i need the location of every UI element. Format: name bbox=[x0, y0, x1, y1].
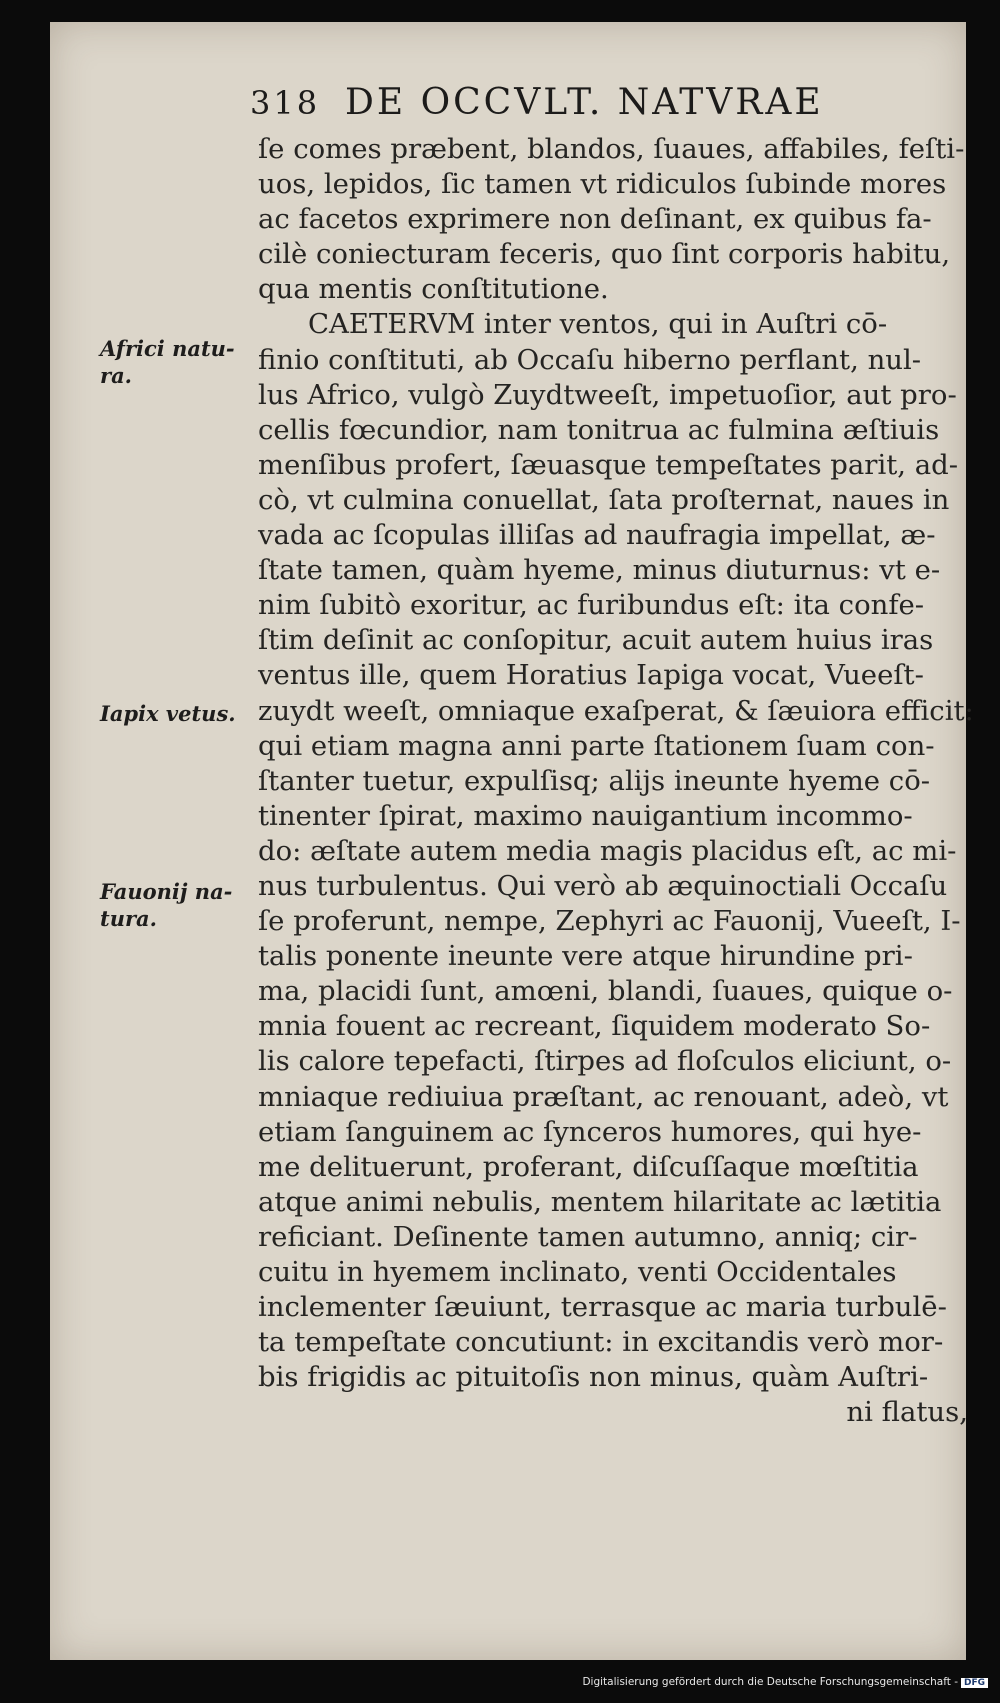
catchword-line: ni flatus, bbox=[846, 1396, 968, 1429]
text-line: vada ac ſcopulas illiſas ad naufragia impellat, æ- bbox=[258, 519, 936, 552]
margin-note-iapix: Iapix vetus. bbox=[100, 701, 236, 726]
text-line: cuitu in hyemem inclinato, venti Occidentales bbox=[258, 1256, 897, 1288]
text-line: cò, vt culmina conuellat, ſata proſternat, naues in bbox=[258, 483, 950, 516]
text-line: ſe comes præbent, blandos, ſuaues, affabiles, feſti- bbox=[258, 133, 965, 165]
running-title: DE OCCVLT. NATVRAE bbox=[345, 82, 824, 123]
running-header bbox=[250, 82, 824, 123]
text-line: zuydt weeſt, omniaque exaſperat, & ſæuiora efficit: bbox=[258, 694, 974, 727]
text-line: lis calore tepefacti, ſtirpes ad floſculos eliciunt, o- bbox=[258, 1045, 952, 1078]
text-line: me delituerunt, proferant, diſcuſſaque mœſtitia bbox=[258, 1150, 919, 1183]
margin-note-fauonij: Fauonij na-tura. bbox=[100, 879, 233, 931]
text-line: qua mentis conſtitutione. bbox=[258, 273, 609, 306]
text-line: ſtim deſinit ac conſopitur, acuit autem huius iras bbox=[258, 624, 934, 657]
text-line: ma, placidi ſunt, amœni, blandi, ſuaues, quique o- bbox=[258, 975, 953, 1008]
text-line: inclementer ſæuiunt, terrasque ac maria turbulē- bbox=[258, 1291, 947, 1324]
text-line: qui etiam magna anni parte ſtationem ſuam con- bbox=[258, 729, 935, 762]
text-line: tinenter ſpirat, maximo nauigantium incommo- bbox=[258, 799, 913, 832]
text-line: nus turbulentus. Qui verò ab æquinoctiali Occaſu bbox=[258, 869, 948, 902]
text-line: mnia fouent ac recreant, ſiquidem moderato So- bbox=[258, 1010, 931, 1043]
text-line: ventus ille, quem Horatius Iapiga vocat, Vueeſt- bbox=[258, 659, 924, 692]
digitization-credit bbox=[0, 1676, 988, 1688]
text-line: nim ſubitò exoritur, ac furibundus eſt: ita confe- bbox=[258, 589, 925, 622]
text-line: ta tempeſtate concutiunt: in excitandis verò mor- bbox=[258, 1326, 944, 1359]
credit-text: Digitalisierung gefördert durch die Deutsche Forschungsgemeinschaft - bbox=[582, 1676, 958, 1688]
text-line: ſtate tamen, quàm hyeme, minus diuturnus: vt e- bbox=[258, 554, 941, 587]
text-line: mniaque rediuiua præſtant, ac renouant, adeò, vt bbox=[258, 1080, 949, 1113]
text-line: uos, lepidos, ſic tamen vt ridiculos ſubinde mores bbox=[258, 168, 947, 201]
text-line: finio conſtituti, ab Occaſu hiberno perflant, nul- bbox=[258, 343, 922, 376]
text-line: ac facetos exprimere non deſinant, ex quibus fa- bbox=[258, 203, 932, 236]
text-line: reficiant. Deſinente tamen autumno, anniq; cir- bbox=[258, 1220, 918, 1253]
text-line: bis frigidis ac pituitoſis non minus, quàm Auſtri- bbox=[258, 1361, 929, 1394]
text-line: talis ponente ineunte vere atque hirundine pri- bbox=[258, 940, 913, 973]
text-line: lus Africo, vulgò Zuydtweeſt, impetuoſior, aut pro- bbox=[258, 378, 957, 411]
margin-note-africi: Africi natu-ra. bbox=[100, 336, 235, 388]
text-line: cilè coniecturam feceris, quo ſint corporis habitu, bbox=[258, 238, 951, 271]
paragraph-start: CAETERVM inter ventos, qui in Auſtri cō- bbox=[308, 308, 888, 341]
text-line: do: æſtate autem media magis placidus eſt, ac mi- bbox=[258, 834, 957, 867]
text-line: atque animi nebulis, mentem hilaritate ac lætitia bbox=[258, 1185, 942, 1218]
dfg-logo: DFG bbox=[961, 1678, 988, 1688]
text-line: etiam ſanguinem ac ſynceros humores, qui hye- bbox=[258, 1115, 922, 1148]
body-text bbox=[258, 132, 974, 1430]
page-number: 318 bbox=[250, 84, 321, 122]
text-line: menſibus profert, ſæuasque tempeſtates parit, ad- bbox=[258, 448, 959, 481]
text-line: cellis fœcundior, nam tonitrua ac fulmina æſtiuis bbox=[258, 413, 940, 446]
text-line: ſe proferunt, nempe, Zephyri ac Fauonij, Vueeſt, I- bbox=[258, 905, 961, 938]
text-line: ſtanter tuetur, expulſisq; alijs ineunte hyeme cō- bbox=[258, 764, 931, 797]
